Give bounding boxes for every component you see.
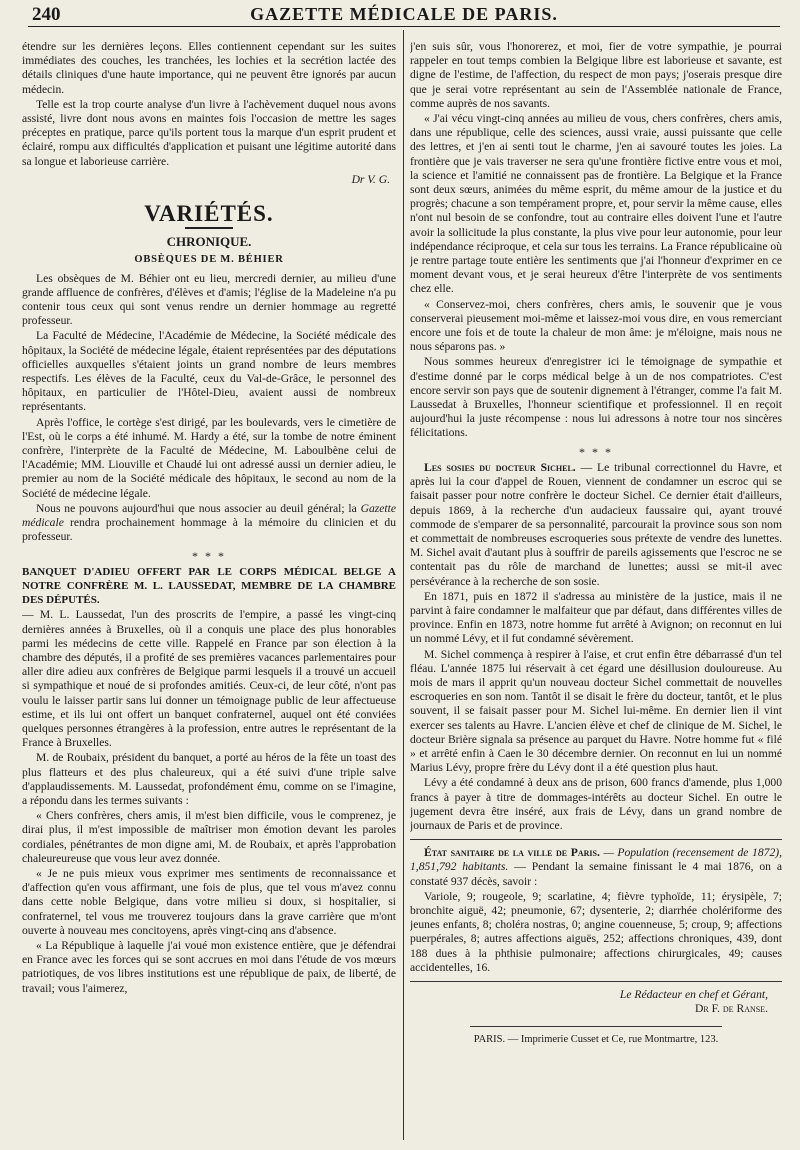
article-paragraph bbox=[410, 846, 782, 889]
speech-paragraph: j'en suis sûr, vous l'honorerez, et moi, fier de votre sympathie, je pourrai rappeler en tout temps combien la Belgique libre est laborieuse et savante, est digne de l'estime, de l'affection, du respect de mon pays; j'oserais presque dire que je serai votre représentant au sein de l'Assemblée nationale de France, comme auprès de nos savants. bbox=[410, 40, 782, 110]
text-run: — Le tribunal correctionnel du Havre, et après lui la cour d'appel de Rouen, viennent de condamner un escroc qui se faisait passer pour notre confrère le docteur Sichel. Ce dernier était d'ailleurs, depuis 1869, à la recherche d'un audacieux faussaire qui, ayant trouvé commode de s'emparer de sa personnalité, parcourait la province sous son nom et commettait de nombreuses escroqueries sous prétexte de vendre des lunettes. M. Sichel avait d'autant plus à souffrir de pareils agissements que l'escroc ne se contentait pas du rôle de marchand de lunettes; aussi se mit-il avec persévérance à la recherche de son sosie. bbox=[410, 460, 782, 588]
review-signature: Dr V. G. bbox=[351, 172, 390, 186]
text-run: Nous ne pouvons aujourd'hui que nous associer au deuil général; la bbox=[36, 501, 361, 515]
page-number: 240 bbox=[32, 4, 61, 25]
chronique-title: CHRONIQUE. bbox=[166, 234, 252, 250]
article-paragraph: Nous sommes heureux d'enregistrer ici le témoignage de sympathie et d'estime donné par le corps médical belge à un de nos compatriotes. C'est encore servir son pays que de soutenir dignement à l'étranger, comme l'a fait M. Laussedat à Bruxelles, l'honneur scientifique et professionnel. Il en reçoit aujourd'hui la juste récompense : nous lui adressons à notre tour nos sincères félicitations. bbox=[410, 355, 782, 440]
article-paragraph bbox=[410, 461, 782, 589]
editor-line: Le Rédacteur en chef et Gérant, bbox=[619, 988, 768, 1001]
article-paragraph: La Faculté de Médecine, l'Académie de Médecine, la Société médicale des hôpitaux, la Société de médecine légale, étaient représentées par des députations officielles auxquelles s'étaient joints un grand nombre de leurs membres respectifs. Les élèves de la Faculté, ceux du Val-de-Grâce, le personnel des hôpitaux, en particulier de l'Hôtel-Dieu, avaient aussi de nombreux représentants. bbox=[22, 329, 396, 414]
article-paragraph: M. de Roubaix, président du banquet, a porté au héros de la fête un toast des plus flatteurs et des plus chaleureux, qui a été suivi d'une triple salve d'applaudissements. M. Laussedat, profondément ému, comme on se l'imagine, a répondu dans les termes suivants : bbox=[22, 751, 396, 807]
mortality-details: Variole, 9; rougeole, 9; scarlatine, 4; fièvre typhoïde, 11; érysipèle, 7; bronchite aiguë, 42; pneumonie, 67; dysenterie, 2; diarrhée cholériforme des jeunes enfants, 8; choléra nostras, 0; angine couenneuse, 5; croup, 9; affections puerpérales, 8; autres affections aiguës, 252; affections chroniques, 439, dont 188 dues à la phthisie pulmonaire; affections chirurgicales, 49; causes accidentelles, 16. bbox=[410, 889, 782, 974]
page-header bbox=[28, 4, 780, 27]
speech-paragraph: « Conservez-moi, chers confrères, chers amis, le souvenir que je vous conserverai pieusement moi-même et laissez-moi vous dire, en vous remerciant encore une fois et de toute la chaleur de mon âme: je m'éloigne, mais nous ne nous séparons pas. » bbox=[410, 297, 782, 354]
right-column bbox=[410, 40, 782, 1138]
asterism: * * * bbox=[579, 444, 613, 459]
editor-signature bbox=[410, 988, 768, 1016]
obseques-title: OBSÈQUES DE M. BÉHIER bbox=[134, 254, 284, 266]
imprint: PARIS. — Imprimerie Cusset et Ce, rue Montmartre, 123. bbox=[473, 1034, 719, 1046]
article-paragraph: Après l'office, le cortège s'est dirigé, par les boulevards, vers le cimetière de l'Est, où le corps a été inhumé. M. Hardy a été, sur la tombe de notre éminent confrère, l'interprète de la Faculté de Médecine, M. Laboulbène celui de l'Académie; MM. Liouville et Chaudé lui ont adressé aussi un dernier adieu, le premier au nom de la Société médicale des hôpitaux, le second au nom de la Société de médecine légale. bbox=[22, 415, 396, 500]
article-paragraph: M. Sichel commença à respirer à l'aise, et crut enfin être débarrassé d'un tel fléau. L'année 1875 lui réservait à cet égard une désillusion douloureuse. Au mois de mars il apprit qu'un nouveau docteur Sichel commettait de nouvelles escroqueries en son nom. Tantôt il se disait le frère du docteur, tantôt, et le plus souvent, il se faisait passer pour M. Sichel lui-même. En dernier lien il vint exercer ses talents au Havre. L'ancien élève et chef de clinique de M. Sichel, le docteur Brière signala sa présence au parquet du Havre. Notre homme fut « filé » et arrêté enfin à Caen le 30 décembre dernier. On reconnut en lui un nommé Marius Lévy, propre frère du Lévy dont il a été question plus haut. bbox=[410, 647, 782, 775]
speech-paragraph: « Je ne puis mieux vous exprimer mes sentiments de reconnaissance et d'affection qu'en vous affirmant, une fois de plus, que tel vous m'avez connu dans cette noble Belgique, dans votre milieu si doux, si hospitalier, si confraternel, tel vous me trouverez toujours dans la grave carrière que m'ont ouverte à nouveau mes concitoyens, après vingt-cinq ans d'absence. bbox=[22, 866, 396, 937]
speech-paragraph: « J'ai vécu vingt-cinq années au milieu de vous, chers confrères, chers amis, dans une république, celle des sciences, aussi vraie, aussi puissante que celle des lettres, et j'en ai senti tout le charme, j'en ai savouré toutes les joies. La frontière que je vais traverser ne sera qu'une frontière fictive entre vous et moi, la science et l'amitié ne connaissent pas de frontière. La Belgique et la France sont deux sœurs, animées du même esprit, du même amour de la justice et du progrès; chacune a son tempérament propre, et, pour servir la même cause, elles n'ont nul besoin de se confondre, tout au contraire elles doivent l'une et l'autre avoir la sollicitude la plus constante, la plus vive pour leur autonomie, pour leur indépendance réciproque, et cela sur tous les terrains. La France républicaine où je rentre partage toute entière les sentiments que j'ai l'honneur d'exprimer en ce moment devant vous, et je serai heureux d'être l'interprète de vos sentiments chez elle. bbox=[410, 112, 782, 296]
editor-name: Dr F. de Ranse. bbox=[694, 1002, 768, 1016]
section-rule bbox=[410, 839, 782, 840]
article-paragraph: Lévy a été condamné à deux ans de prison, 600 francs d'amende, plus 1,000 francs à payer à titre de dommages-intérêts au docteur Sichel. En outre le jugement devra être inséré, aux frais de Lévy, dans un grand nombre de journaux de Paris et de province. bbox=[410, 776, 782, 832]
etat-heading: État sanitaire de la ville de Paris. bbox=[424, 846, 600, 860]
population-note: — Population (recensement de 1872), 1,851,792 habitants. bbox=[410, 846, 782, 874]
journal-title: GAZETTE MÉDICALE DE PARIS. bbox=[250, 4, 558, 24]
left-column bbox=[22, 40, 396, 1138]
article-paragraph: — M. L. Laussedat, l'un des proscrits de l'empire, a passé les vingt-cinq dernières années à Bruxelles, où il a conquis une place des plus honorables parmi les médecins de cette ville. Rappelé en France par son élection à la chambre des députés, il a profité de ses premières vacances parlementaires pour aller dire adieu aux confrères de Belgique parmi lesquels il a trouvé un accueil si sympathique et noué de si profondes amitiés. Ceux-ci, de leur côté, n'ont pas voulu le laisser partir sans lui donner un témoignage public de leur affectueuse estime, et ils lui ont offert un banquet confraternel, auquel ont été conviées quelques personnes étrangères à la profession, entre autres le représentant de la France à Bruxelles. bbox=[22, 608, 396, 750]
review-paragraph: étendre sur les dernières leçons. Elles contiennent cependant sur les suites immédiates des couches, les tranchées, les lochies et la secrétion lactée des détails cliniques d'une haute importance, qui ne peuvent être ignorés par aucun médecin. bbox=[22, 40, 396, 96]
column-divider bbox=[403, 30, 404, 1140]
speech-paragraph: « Chers confrères, chers amis, il m'est bien difficile, vous le comprenez, je dirai plus, il m'est impossible de maîtriser mon émotion devant les paroles cordiales, pénétrantes de mon digne ami, M. de Roubaix, et après l'approbation chaleureureuse que vous leur avez donnée. bbox=[22, 809, 396, 865]
article-paragraph: En 1871, puis en 1872 il s'adressa au ministère de la justice, mais il ne parvint à faire condamner le malfaiteur que par défaut, dans différentes villes de province. Enfin en 1873, notre homme fut arrêté à Avignon; on reconnut en lui un nommé Lévy, et il fut condamné sévèrement. bbox=[410, 589, 782, 646]
speech-paragraph: « La République à laquelle j'ai voué mon existence entière, que je défendrai en France avec les forces qui se sont accrues en moi dans l'étude de vos mœurs patriotiques, de vos libres institutions est une république de paix, de liberté, de travail; vous l'aimerez, bbox=[22, 938, 396, 995]
asterism: * * * bbox=[192, 548, 226, 563]
imprint-rule bbox=[470, 1026, 722, 1027]
text-run: rendra prochainement hommage à la mémoire du clinicien et du professeur. bbox=[22, 516, 396, 544]
text-run: — Pendant la semaine finissant le 4 mai 1876, on a constaté 937 décès, savoir : bbox=[410, 860, 782, 888]
section-rule bbox=[410, 981, 782, 982]
title-rule bbox=[185, 227, 233, 229]
banquet-title: BANQUET D'ADIEU OFFERT PAR LE CORPS MÉDICAL BELGE A NOTRE CONFRÈRE M. L. LAUSSEDAT, MEMBRE DE LA CHAMBRE DES DÉPUTÉS. bbox=[22, 565, 396, 607]
gazette-name: Gazette médicale bbox=[22, 501, 396, 530]
review-paragraph: Telle est la trop courte analyse d'un livre à l'achèvement duquel nous avons assisté, livre dont nous avons en maintes fois l'occasion de mettre les sages préceptes en pratique, parce qu'ils portent tous la marque d'un esprit prudent et éclairé, rompu aux difficultés d'application et puisant une légitime autorité dans sa longue et laborieuse carrière. bbox=[22, 97, 396, 168]
sosies-heading: Les sosies du docteur Sichel. bbox=[424, 460, 576, 474]
section-title: VARIÉTÉS. bbox=[144, 201, 274, 227]
article-paragraph: Les obsèques de M. Béhier ont eu lieu, mercredi dernier, au milieu d'une grande affluence de confrères, d'élèves et d'amis; l'église de la Madeleine n'a pu contenir tous ceux qui sont venus rendre un dernier hommage au regretté professeur. bbox=[22, 271, 396, 328]
article-paragraph bbox=[22, 502, 396, 545]
